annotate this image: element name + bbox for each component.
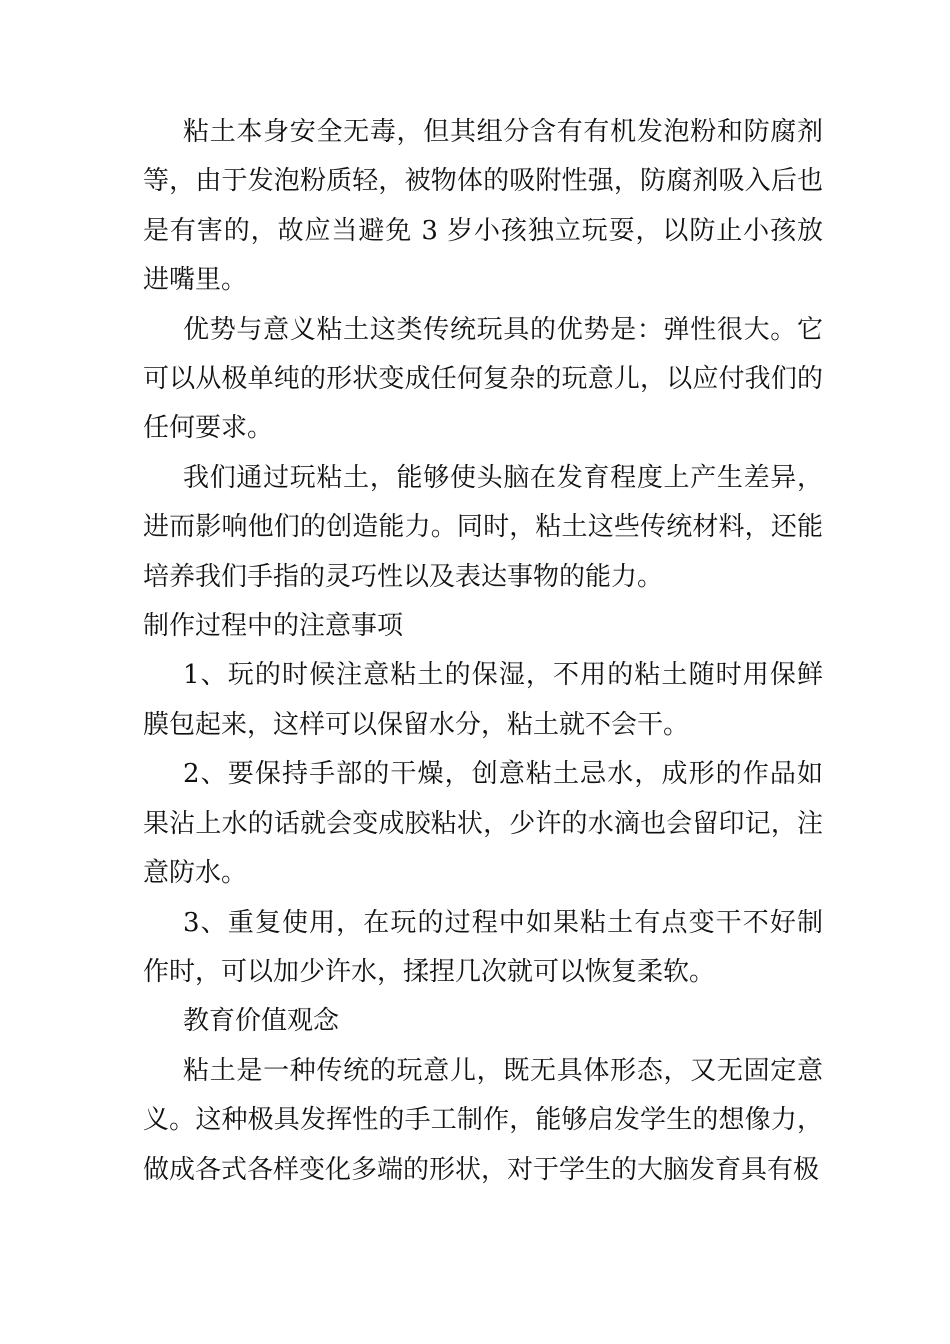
paragraph-advantages: 优势与意义粘土这类传统玩具的优势是：弹性很大。它可以从极单纯的形状变成任何复杂的玩意儿，以应付我们的任何要求。 [143,314,823,444]
section-heading-education-value: 教育价值观念 [183,1006,340,1037]
list-item-dry-hands: 2、要保持手部的干燥，创意粘土忌水，成形的作品如果沾上水的话就会变成胶粘状，少许的水滴也会留印记，注意防水。 [143,759,823,889]
document-body [143,108,823,1195]
list-item-reuse: 3、重复使用，在玩的过程中如果粘土有点变干不好制作时，可以加少许水，揉捏几次就可以恢复柔软。 [143,907,823,987]
list-item-moisture: 1、玩的时候注意粘土的保湿，不用的粘土随时用保鲜膜包起来，这样可以保留水分，粘土就不会干。 [143,660,823,740]
paragraph-education-value: 粘土是一种传统的玩意儿，既无具体形态，又无固定意义。这种极具发挥性的手工制作，能够启发学生的想像力，做成各式各样变化多端的形状，对于学生的大脑发育具有极 [143,1055,823,1185]
paragraph-clay-safety: 粘土本身安全无毒，但其组分含有有机发泡粉和防腐剂等，由于发泡粉质轻，被物体的吸附性强，防腐剂吸入后也是有害的，故应当避免 3 岁小孩独立玩耍，以防止小孩放进嘴里。 [143,117,823,296]
paragraph-brain-development: 我们通过玩粘土，能够使头脑在发育程度上产生差异，进而影响他们的创造能力。同时，粘土这些传统材料，还能培养我们手指的灵巧性以及表达事物的能力。 [143,462,823,592]
section-heading-precautions: 制作过程中的注意事项 [143,611,404,642]
